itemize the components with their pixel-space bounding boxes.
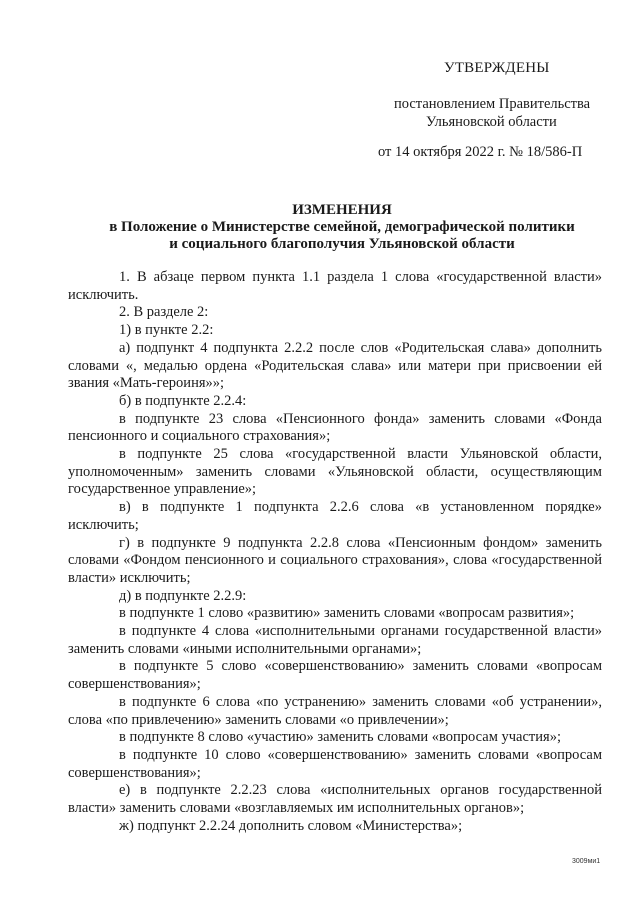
- paragraph-11: в подпункте 1 слово «развитию» заменить словами «вопросам развития»;: [119, 605, 575, 622]
- paragraph-9: г) в подпункте 9 подпункта 2.2.8 слова «Пенсионным фондом» заменить словами «Фондом пенсионного и социального страхования», слова «государственной власти» исключить;: [68, 534, 602, 586]
- resolution-line-1: постановлением Правительства: [394, 96, 591, 112]
- paragraph-8: в) в подпункте 1 подпункта 2.2.6 слова «в установленном порядке» исключить;: [68, 499, 602, 533]
- approved-heading: УТВЕРЖДЕНЫ: [444, 60, 550, 76]
- document-subtitle-line-1: в Положение о Министерстве семейной, демографической политики: [109, 219, 575, 235]
- paragraph-5: б) в подпункте 2.2.4:: [119, 392, 247, 409]
- paragraph-13: в подпункте 5 слово «совершенствованию» заменить словами «вопросам совершенствования»;: [68, 658, 602, 693]
- paragraph-18: ж) подпункт 2.2.24 дополнить словом «Министерства»;: [119, 817, 463, 834]
- document-title: ИЗМЕНЕНИЯ: [292, 202, 392, 218]
- resolution-date-number: от 14 октября 2022 г. № 18/586-П: [378, 144, 583, 160]
- paragraph-17: е) в подпункте 2.2.23 слова «исполнительных органов государственной власти» заменить словами «возглавляемых им исполнительных органов»;: [68, 782, 602, 817]
- resolution-line-2: Ульяновской области: [426, 114, 557, 130]
- paragraph-2: 2. В разделе 2:: [119, 304, 209, 321]
- paragraph-10: д) в подпункте 2.2.9:: [119, 587, 247, 604]
- paragraph-15: в подпункте 8 слово «участию» заменить словами «вопросам участия»;: [119, 729, 561, 746]
- paragraph-12: в подпункте 4 слова «исполнительными органами государственной власти» заменить словами «иными исполнительными органами»;: [68, 623, 602, 657]
- paragraph-3: 1) в пункте 2.2:: [119, 322, 214, 339]
- paragraph-7: в подпункте 25 слова «государственной власти Ульяновской области, уполномоченным» заменить словами «Ульяновской области, осуществляющим государственное управление»;: [68, 446, 602, 498]
- document-subtitle-line-2: и социального благополучия Ульяновской области: [169, 236, 515, 252]
- paragraph-6: в подпункте 23 слова «Пенсионного фонда» заменить словами «Фонда пенсионного и социального страхования»;: [68, 410, 602, 445]
- paragraph-1: 1. В абзаце первом пункта 1.1 раздела 1 слова «государственной власти» исключить.: [68, 269, 602, 303]
- paragraph-14: в подпункте 6 слова «по устранению» заменить словами «об устранении», слова «по привлечению» заменить словами «о привлечении»;: [68, 693, 602, 728]
- footer-document-code: 3009ми1: [572, 858, 601, 865]
- document-body: [68, 269, 602, 836]
- paragraph-4: а) подпункт 4 подпункта 2.2.2 после слов «Родительская слава» дополнить словами «, медалью ордена «Родительская слава» или матери при присвоении ей звания «Мать-героиня»»;: [68, 339, 602, 392]
- paragraph-16: в подпункте 10 слово «совершенствованию» заменить словами «вопросам совершенствования»;: [68, 746, 602, 781]
